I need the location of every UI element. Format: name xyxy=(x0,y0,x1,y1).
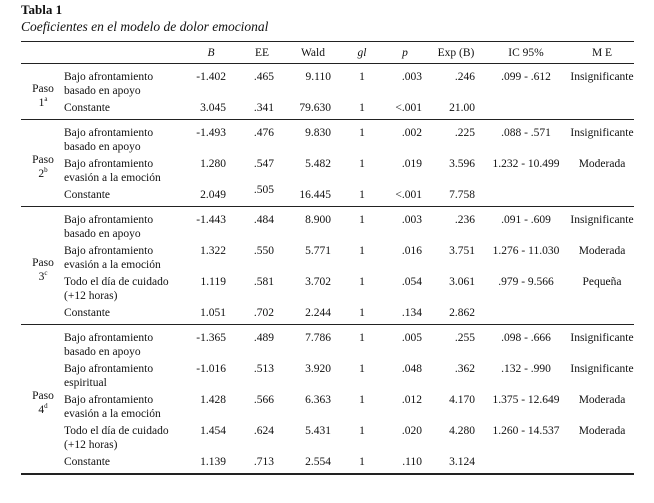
cell-ee: .505 xyxy=(253,184,274,196)
cell-wald: 2.244 xyxy=(305,307,331,319)
predictor-label: basado en apoyo xyxy=(64,141,141,153)
header-ee: EE xyxy=(254,47,270,59)
cell-me: Moderada xyxy=(578,425,626,437)
predictor-label: Bajo afrontamiento xyxy=(64,245,154,257)
cell-expb: .236 xyxy=(454,214,475,226)
cell-ic: 1.375 - 12.649 xyxy=(492,394,560,406)
cell-b: -1.493 xyxy=(196,127,226,139)
step-label-number xyxy=(25,403,61,417)
header-wald: Wald xyxy=(301,47,325,59)
cell-gl: 1 xyxy=(359,245,365,257)
step-label-number xyxy=(25,270,61,284)
table-rule xyxy=(21,473,634,475)
cell-expb: .362 xyxy=(454,363,475,375)
cell-ee: .566 xyxy=(253,394,274,406)
predictor-label: Todo el día de cuidado xyxy=(64,276,169,288)
cell-ee: .513 xyxy=(253,363,274,375)
predictor-label: Constante xyxy=(64,456,110,468)
cell-wald: 3.920 xyxy=(305,363,331,375)
cell-b: 1.119 xyxy=(200,276,226,288)
cell-b: 1.428 xyxy=(200,394,226,406)
table-rule xyxy=(21,41,634,42)
predictor-label: Constante xyxy=(64,189,110,201)
predictor-label: Bajo afrontamiento xyxy=(64,394,154,406)
predictor-label: espiritual xyxy=(64,377,107,389)
cell-ic: .099 - .612 xyxy=(501,71,551,83)
cell-b: -1.365 xyxy=(196,332,226,344)
step-superscript: c xyxy=(44,268,48,277)
cell-gl: 1 xyxy=(359,456,365,468)
predictor-label: Bajo afrontamiento xyxy=(64,158,154,170)
cell-b: -1.402 xyxy=(196,71,226,83)
cell-gl: 1 xyxy=(359,394,365,406)
cell-ee: .713 xyxy=(253,456,274,468)
cell-wald: 5.431 xyxy=(305,425,331,437)
predictor-label: evasión a la emoción xyxy=(64,259,161,271)
cell-expb: 21.00 xyxy=(449,102,475,114)
cell-p: .002 xyxy=(401,127,422,139)
cell-ic: .979 - 9.566 xyxy=(498,276,554,288)
step-number: 4 xyxy=(38,404,45,416)
step-number: 1 xyxy=(38,96,45,109)
cell-ic: 1.232 - 10.499 xyxy=(492,158,560,170)
cell-me: Moderada xyxy=(578,394,626,406)
cell-expb: 3.596 xyxy=(449,158,475,170)
predictor-label: (+12 horas) xyxy=(64,439,118,451)
cell-wald: 9.110 xyxy=(305,71,331,83)
cell-p: .019 xyxy=(401,158,422,170)
step-label xyxy=(25,256,61,284)
cell-p: .134 xyxy=(401,307,422,319)
step-superscript: b xyxy=(44,166,48,175)
table-subtitle: Coeficientes en el modelo de dolor emocional xyxy=(21,19,269,34)
predictor-label: Bajo afrontamiento xyxy=(64,71,154,83)
cell-ee: .484 xyxy=(253,214,274,226)
cell-gl: 1 xyxy=(359,158,365,170)
cell-expb: 4.170 xyxy=(449,394,475,406)
predictor-label: Constante xyxy=(64,102,110,114)
step-label-number xyxy=(25,96,61,110)
predictor-label: Bajo afrontamiento xyxy=(64,363,154,375)
step-label-text: Paso xyxy=(32,154,54,166)
step-label xyxy=(25,153,61,181)
predictor-label: Bajo afrontamiento xyxy=(64,332,154,344)
cell-b: 1.051 xyxy=(200,307,226,319)
cell-p: <.001 xyxy=(395,102,422,114)
cell-ee: .550 xyxy=(253,245,274,257)
table-rule xyxy=(21,63,634,64)
cell-wald: 5.771 xyxy=(305,245,331,257)
cell-ic: .132 - .990 xyxy=(501,363,551,375)
cell-b: 3.045 xyxy=(200,102,226,114)
cell-p: .054 xyxy=(401,276,422,288)
cell-gl: 1 xyxy=(359,332,365,344)
table-rule xyxy=(21,206,634,207)
cell-b: -1.443 xyxy=(196,214,226,226)
cell-p: <.001 xyxy=(395,189,422,201)
cell-ee: .476 xyxy=(253,127,274,139)
cell-gl: 1 xyxy=(359,363,365,375)
cell-wald: 3.702 xyxy=(305,276,331,288)
cell-ee: .341 xyxy=(253,102,274,114)
predictor-label: (+12 horas) xyxy=(64,290,118,302)
cell-gl: 1 xyxy=(359,127,365,139)
cell-ic: 1.260 - 14.537 xyxy=(492,425,560,437)
predictor-label: Bajo afrontamiento xyxy=(64,214,154,226)
cell-p: .020 xyxy=(401,425,422,437)
cell-wald: 6.363 xyxy=(305,394,331,406)
cell-wald: 7.786 xyxy=(305,332,331,344)
header-me: M E xyxy=(591,47,613,59)
cell-expb: 4.280 xyxy=(449,425,475,437)
predictor-label: basado en apoyo xyxy=(64,85,141,97)
predictor-label: basado en apoyo xyxy=(64,228,141,240)
cell-wald: 8.900 xyxy=(305,214,331,226)
cell-expb: 7.758 xyxy=(449,189,475,201)
cell-p: .048 xyxy=(401,363,422,375)
cell-expb: .225 xyxy=(454,127,475,139)
cell-wald: 9.830 xyxy=(305,127,331,139)
predictor-label: evasión a la emoción xyxy=(64,408,161,420)
cell-me: Insignificante xyxy=(570,214,634,226)
step-number: 3 xyxy=(38,270,45,283)
step-label-text: Paso xyxy=(32,390,54,402)
cell-b: 1.322 xyxy=(200,245,226,257)
header-p: p xyxy=(402,47,408,59)
cell-ee: .465 xyxy=(253,71,274,83)
step-superscript: a xyxy=(44,94,48,103)
cell-b: 2.049 xyxy=(200,189,226,201)
cell-ee: .702 xyxy=(253,307,274,319)
table-rule xyxy=(21,119,634,120)
cell-ic: .088 - .571 xyxy=(501,127,551,139)
step-label-text: Paso xyxy=(32,82,54,95)
cell-wald: 2.554 xyxy=(305,456,331,468)
table-rule xyxy=(21,324,634,325)
header-ic: IC 95% xyxy=(508,47,544,59)
cell-gl: 1 xyxy=(359,71,365,83)
cell-ee: .547 xyxy=(253,158,274,170)
cell-b: -1.016 xyxy=(196,363,226,375)
cell-p: .005 xyxy=(401,332,422,344)
step-label xyxy=(25,389,61,417)
cell-gl: 1 xyxy=(359,425,365,437)
step-number: 2 xyxy=(38,168,45,180)
predictor-label: Todo el día de cuidado xyxy=(64,425,169,437)
cell-ee: .581 xyxy=(253,276,274,288)
cell-me: Insignificante xyxy=(570,71,634,83)
header-b: B xyxy=(207,47,215,59)
cell-ee: .624 xyxy=(253,425,274,437)
cell-expb: 3.061 xyxy=(449,276,475,288)
cell-b: 1.454 xyxy=(200,425,226,437)
step-label-number xyxy=(25,167,61,181)
predictor-label: evasión a la emoción xyxy=(64,172,161,184)
cell-gl: 1 xyxy=(359,189,365,201)
cell-me: Pequeña xyxy=(582,276,622,288)
cell-me: Insignificante xyxy=(570,363,634,375)
cell-gl: 1 xyxy=(359,102,365,114)
cell-wald: 16.445 xyxy=(299,189,331,201)
cell-expb: .255 xyxy=(454,332,475,344)
cell-me: Insignificante xyxy=(570,127,634,139)
cell-me: Moderada xyxy=(578,158,626,170)
header-expb: Exp (B) xyxy=(437,47,475,59)
cell-ic: 1.276 - 11.030 xyxy=(492,245,560,257)
cell-expb: .246 xyxy=(454,71,475,83)
predictor-label: Constante xyxy=(64,307,110,319)
predictor-label: Bajo afrontamiento xyxy=(64,127,154,139)
cell-expb: 3.124 xyxy=(449,456,475,468)
cell-p: .110 xyxy=(402,456,422,468)
step-label xyxy=(25,82,61,110)
cell-expb: 2.862 xyxy=(449,307,475,319)
cell-ic: .098 - .666 xyxy=(501,332,551,344)
cell-me: Moderada xyxy=(578,245,626,257)
header-gl: gl xyxy=(357,47,367,59)
cell-expb: 3.751 xyxy=(449,245,475,257)
cell-b: 1.139 xyxy=(200,456,226,468)
cell-gl: 1 xyxy=(359,307,365,319)
cell-b: 1.280 xyxy=(200,158,226,170)
cell-ic: .091 - .609 xyxy=(501,214,551,226)
cell-gl: 1 xyxy=(359,214,365,226)
cell-p: .003 xyxy=(401,71,422,83)
cell-p: .012 xyxy=(401,394,422,406)
table-title: Tabla 1 xyxy=(21,2,63,17)
cell-me: Insignificante xyxy=(570,332,634,344)
cell-gl: 1 xyxy=(359,276,365,288)
predictor-label: basado en apoyo xyxy=(64,346,141,358)
cell-ee: .489 xyxy=(253,332,274,344)
cell-wald: 79.630 xyxy=(299,102,331,114)
cell-p: .003 xyxy=(401,214,422,226)
step-superscript: d xyxy=(44,402,48,411)
cell-p: .016 xyxy=(401,245,422,257)
step-label-text: Paso xyxy=(32,256,54,269)
cell-wald: 5.482 xyxy=(305,158,331,170)
